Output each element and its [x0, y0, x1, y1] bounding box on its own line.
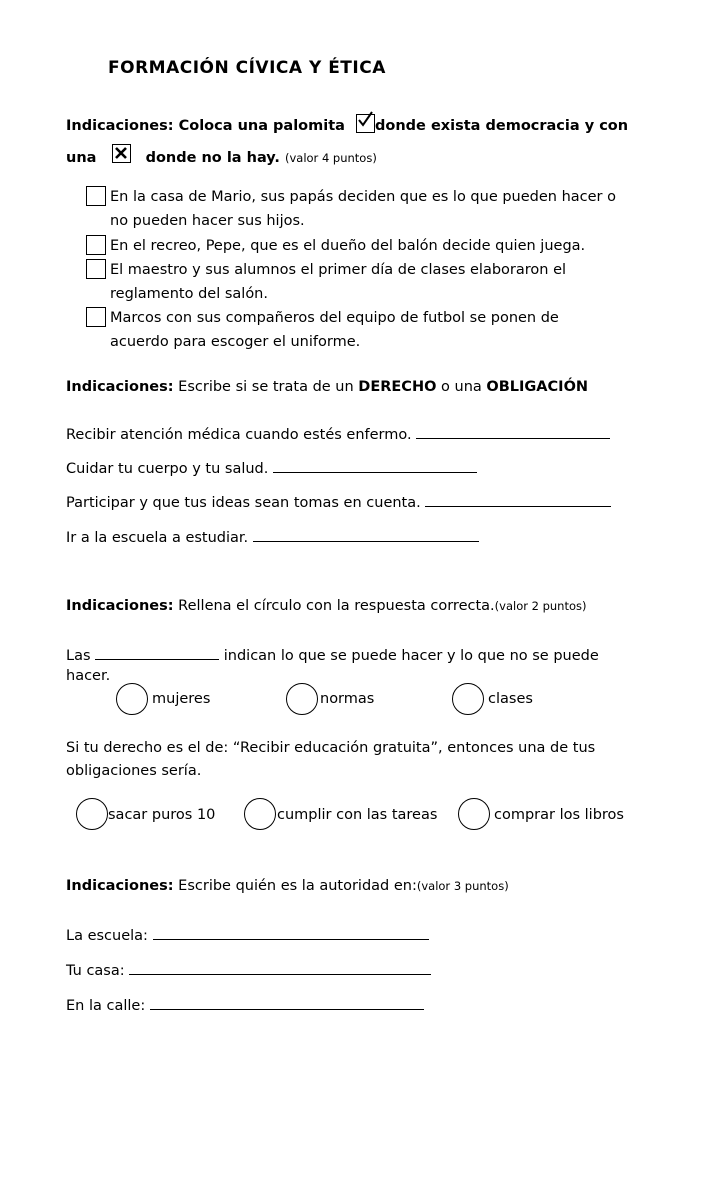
section4-item-1-text: La escuela:	[66, 928, 148, 944]
section4-item-2-text: Tu casa:	[66, 963, 125, 979]
section1-instruction-line1	[66, 114, 628, 135]
section1-value: (valor 4 puntos)	[284, 151, 377, 165]
section2-kw-derecho: DERECHO	[358, 379, 437, 395]
q1-option-clases: clases	[488, 691, 533, 707]
section2-kw-obligacion: OBLIGACIÓN	[486, 379, 589, 395]
q1-option-normas: normas	[320, 691, 375, 707]
authority-line-1[interactable]	[153, 925, 429, 940]
q1-pre: Las	[66, 648, 91, 664]
item-4-line1: Marcos con sus compañeros del equipo de futbol se ponen de	[110, 310, 559, 326]
section4-item-1	[66, 925, 429, 945]
section4-item-3-text: En la calle:	[66, 998, 146, 1014]
section2-item-2-text: Cuidar tu cuerpo y tu salud.	[66, 461, 269, 477]
authority-line-3[interactable]	[150, 995, 424, 1010]
section1-line1-pre: Indicaciones: Coloca una palomita	[66, 118, 345, 134]
q2-option-cumplir: cumplir con las tareas	[277, 807, 438, 823]
section2-text-pre: Escribe si se trata de un	[178, 379, 354, 395]
item-4-line2: acuerdo para escoger el uniforme.	[110, 334, 361, 350]
x-box-icon	[112, 144, 131, 163]
section3-instruction	[66, 597, 586, 615]
radio-q1-mujeres[interactable]	[116, 683, 148, 715]
item-2-line1: En el recreo, Pepe, que es el dueño del balón decide quien juega.	[110, 238, 586, 254]
answer-line-2[interactable]	[273, 458, 477, 473]
answer-line-1[interactable]	[416, 424, 610, 439]
q1-line1	[66, 645, 599, 665]
section4-item-3	[66, 995, 424, 1015]
section3-label: Indicaciones:	[66, 598, 174, 614]
checkbox-item-3[interactable]	[86, 259, 106, 279]
item-1-line2: no pueden hacer sus hijos.	[110, 213, 305, 229]
checkbox-item-1[interactable]	[86, 186, 106, 206]
section4-item-2	[66, 960, 431, 980]
section2-text-mid: o una	[441, 379, 482, 395]
answer-line-3[interactable]	[425, 492, 611, 507]
section3-text: Rellena el círculo con la respuesta correcta.	[178, 598, 495, 614]
section2-item-3	[66, 492, 611, 512]
q1-post: indican lo que se puede hacer y lo que no se puede	[223, 648, 599, 664]
radio-q1-clases[interactable]	[452, 683, 484, 715]
section1-instruction-line2	[66, 144, 377, 167]
section2-item-1-text: Recibir atención médica cuando estés enfermo.	[66, 427, 412, 443]
q1-blank[interactable]	[95, 645, 219, 660]
section2-item-3-text: Participar y que tus ideas sean tomas en cuenta.	[66, 495, 421, 511]
section4-value: (valor 3 puntos)	[416, 879, 509, 893]
item-3-line2: reglamento del salón.	[110, 286, 268, 302]
answer-line-4[interactable]	[253, 527, 479, 542]
section2-label: Indicaciones:	[66, 379, 174, 395]
radio-q1-normas[interactable]	[286, 683, 318, 715]
section2-item-4-text: Ir a la escuela a estudiar.	[66, 530, 249, 546]
section4-label: Indicaciones:	[66, 878, 174, 894]
section2-item-2	[66, 458, 477, 478]
section4-text: Escribe quién es la autoridad en:	[178, 878, 417, 894]
checkbox-item-4[interactable]	[86, 307, 106, 327]
page-title: FORMACIÓN CÍVICA Y ÉTICA	[108, 58, 386, 78]
q1-option-mujeres: mujeres	[152, 691, 211, 707]
q1-line2: hacer.	[66, 668, 111, 684]
radio-q2-cumplir[interactable]	[244, 798, 276, 830]
radio-q2-comprar[interactable]	[458, 798, 490, 830]
checkmark-box-icon	[356, 114, 375, 133]
checkbox-item-2[interactable]	[86, 235, 106, 255]
section1-line2-post: donde no la hay.	[145, 150, 280, 166]
section2-item-4	[66, 527, 479, 547]
item-1-line1: En la casa de Mario, sus papás deciden que es lo que pueden hacer o	[110, 189, 616, 205]
radio-q2-sacar[interactable]	[76, 798, 108, 830]
section3-value: (valor 2 puntos)	[494, 599, 587, 613]
section1-line1-post: donde exista democracia y con	[375, 118, 629, 134]
q2-option-sacar: sacar puros 10	[108, 807, 216, 823]
section1-line2-pre: una	[66, 150, 97, 166]
q2-line2: obligaciones sería.	[66, 763, 202, 779]
q2-option-comprar: comprar los libros	[494, 807, 624, 823]
item-3-line1: El maestro y sus alumnos el primer día de clases elaboraron el	[110, 262, 567, 278]
section4-instruction	[66, 877, 509, 895]
q2-line1: Si tu derecho es el de: “Recibir educación gratuita”, entonces una de tus	[66, 740, 596, 756]
section2-instruction	[66, 378, 588, 396]
section2-item-1	[66, 424, 610, 444]
authority-line-2[interactable]	[129, 960, 431, 975]
